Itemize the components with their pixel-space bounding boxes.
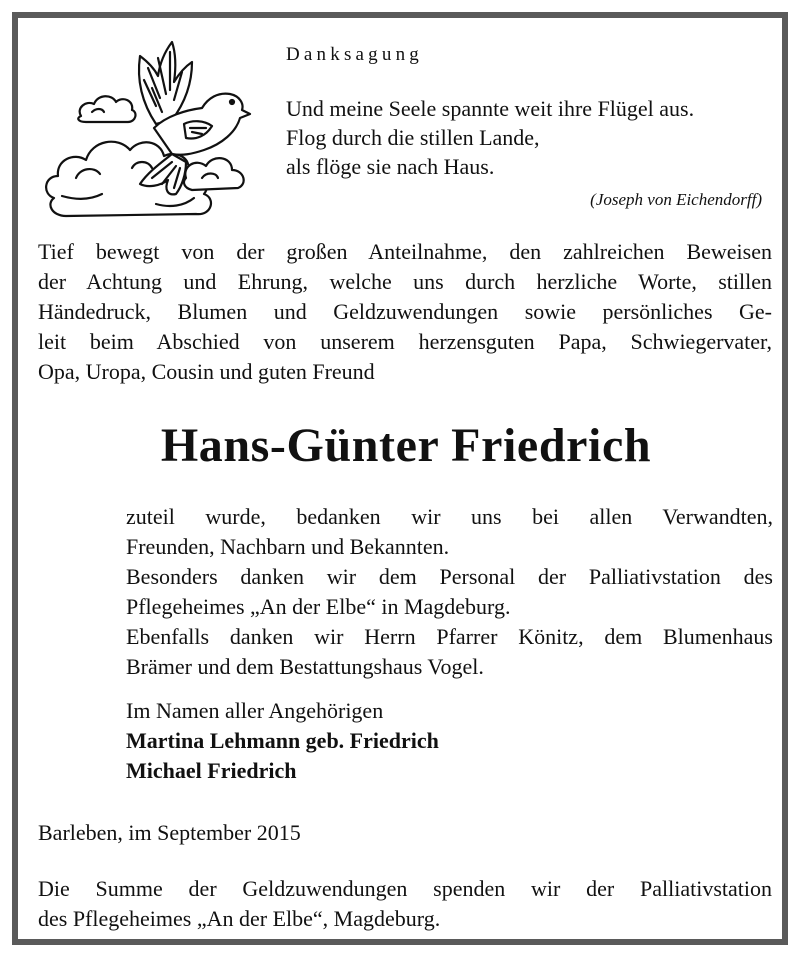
poem-line: als flöge sie nach Haus. <box>286 154 495 179</box>
poem-author: (Joseph von Eichendorff) <box>590 190 762 209</box>
text-line: des Pflegeheimes „An der Elbe“, Magdeburg. <box>38 906 441 931</box>
intro-paragraph <box>38 237 772 387</box>
dove-clouds-icon <box>36 28 266 238</box>
text-line: leit beim Abschied von unserem herzensguten Papa, Schwiegervater, <box>38 329 772 354</box>
thanks-paragraph <box>126 502 773 682</box>
text-line: Freunden, Nachbarn und Bekannten. <box>126 534 450 559</box>
text-line: Brämer und dem Bestattungshaus Vogel. <box>126 654 484 679</box>
text-line: Händedruck, Blumen und Geldzuwendungen sowie persönliches Ge- <box>38 299 772 324</box>
text-line: der Achtung und Ehrung, welche uns durch herzliche Worte, stillen <box>38 269 772 294</box>
text-line: Opa, Uropa, Cousin und guten Freund <box>38 359 375 384</box>
signature-name: Michael Friedrich <box>126 758 297 783</box>
text-line: Ebenfalls danken wir Herrn Pfarrer Könitz, dem Blumenhaus <box>126 624 773 649</box>
deceased-name: Hans-Günter Friedrich <box>160 419 652 472</box>
text-line: zuteil wurde, bedanken wir uns bei allen Verwandten, <box>126 504 773 529</box>
text-line: Die Summe der Geldzuwendungen spenden wir der Palliativstation <box>38 876 772 901</box>
signature-intro: Im Namen aller Angehörigen <box>126 698 384 723</box>
heading: Danksagung <box>286 44 423 65</box>
donation-note <box>38 874 772 934</box>
text-line: Besonders danken wir dem Personal der Palliativstation des <box>126 564 773 589</box>
signature-block <box>126 696 439 786</box>
obituary-ad <box>12 12 788 945</box>
text-line: Pflegeheimes „An der Elbe“ in Magdeburg. <box>126 594 511 619</box>
signature-name: Martina Lehmann geb. Friedrich <box>126 728 439 753</box>
poem <box>286 94 694 181</box>
text-line: Tief bewegt von der großen Anteilnahme, den zahlreichen Beweisen <box>38 239 772 264</box>
poem-line: Und meine Seele spannte weit ihre Flügel aus. <box>286 96 695 121</box>
place-date: Barleben, im September 2015 <box>38 820 301 845</box>
poem-line: Flog durch die stillen Lande, <box>286 125 540 150</box>
